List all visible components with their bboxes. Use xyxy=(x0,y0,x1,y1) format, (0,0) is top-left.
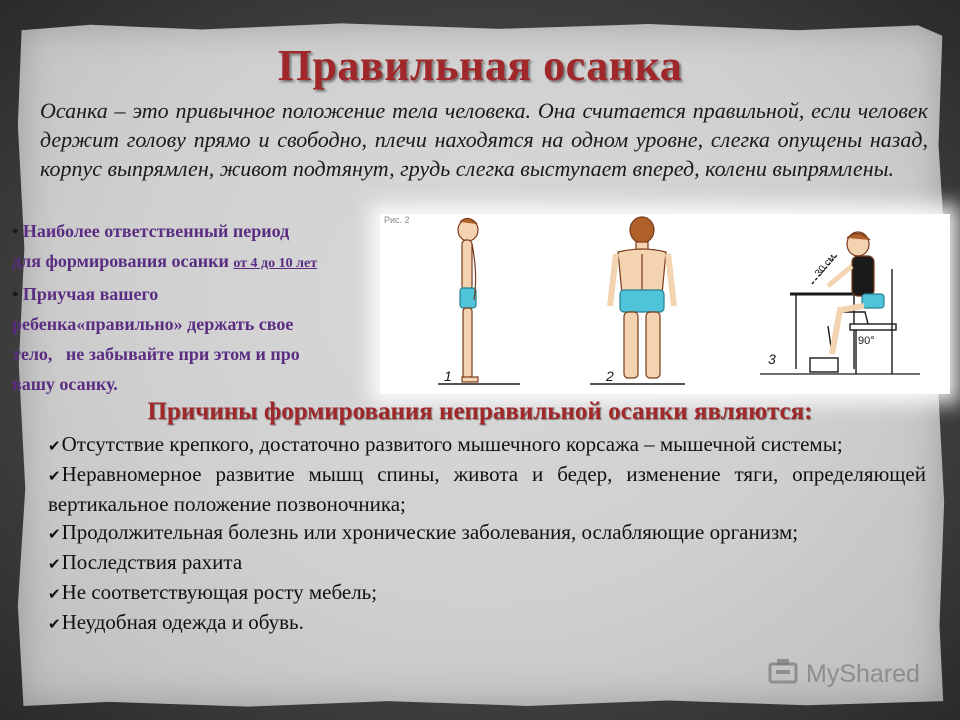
causes-heading: Причины формирования неправильной осанки являются: xyxy=(147,398,813,425)
myshared-watermark xyxy=(768,656,938,696)
cause-item: ✔Неравномерное развитие мышц спины, живота и бедер, изменение тяги, определяющей вертикальное положение позвоночника; xyxy=(48,462,926,516)
figure-label-1: 1 xyxy=(444,368,452,384)
tip-item-1-line-2: для формирования осанки от 4 до 10 лет xyxy=(12,251,318,271)
figure-caption: Рис. 2 xyxy=(384,215,410,225)
tip-item-1-line-1: • Наиболее ответственный период xyxy=(12,221,290,241)
intro-paragraph: Осанка – это привычное положение тела человека. Она считается правильной, если человек держит голову прямо и свободно, плечи находятся на одном уровне, слегка опущены назад, корпус выпрямлен, живот подтянут, грудь слегка выступает вперед, колени выпрямлены. xyxy=(40,98,928,181)
causes-list xyxy=(48,430,926,638)
distance-label: 30 см xyxy=(813,252,839,280)
age-range-link[interactable]: от 4 до 10 лет xyxy=(233,256,318,271)
tip-item-2-line-1: • Приучая вашего xyxy=(12,284,159,304)
figure-label-2: 2 xyxy=(606,368,614,384)
figure-back-view xyxy=(610,217,674,378)
cause-item: ✔Последствия рахита xyxy=(48,550,243,574)
slide-title: Правильная осанка xyxy=(277,41,683,90)
checkmark-icon: ✔ xyxy=(48,437,61,455)
tip-item-2-line-4: вашу осанку. xyxy=(12,374,118,394)
checkmark-icon: ✔ xyxy=(48,467,61,485)
cause-item: ✔Отсутствие крепкого, достаточно развитого мышечного корсажа – мышечной системы; xyxy=(48,432,843,456)
bullet-dot: • xyxy=(12,221,19,241)
figure-label-3: 3 xyxy=(768,351,776,367)
tip-item-2-line-3: тело, не забывайте при этом и про xyxy=(12,344,300,364)
bullet-dot: • xyxy=(12,284,19,304)
watermark-text: MyShared xyxy=(806,660,920,688)
checkmark-icon: ✔ xyxy=(48,555,61,573)
cause-item: ✔Неудобная одежда и обувь. xyxy=(48,610,304,634)
figure-side-view xyxy=(458,218,478,382)
cause-item: ✔Не соответствующая росту мебель; xyxy=(48,580,378,604)
cause-item: ✔Продолжительная болезнь или хронические заболевания, ослабляющие организм; xyxy=(48,520,799,544)
checkmark-icon: ✔ xyxy=(48,615,61,633)
posture-illustration xyxy=(380,214,950,394)
age-tips-list xyxy=(12,216,432,399)
checkmark-icon: ✔ xyxy=(48,525,61,543)
tip-item-2-line-2: ребенка«правильно» держать свое xyxy=(12,314,294,334)
checkmark-icon: ✔ xyxy=(48,585,61,603)
angle-label: 90° xyxy=(858,335,875,347)
myshared-logo-icon xyxy=(768,658,800,688)
